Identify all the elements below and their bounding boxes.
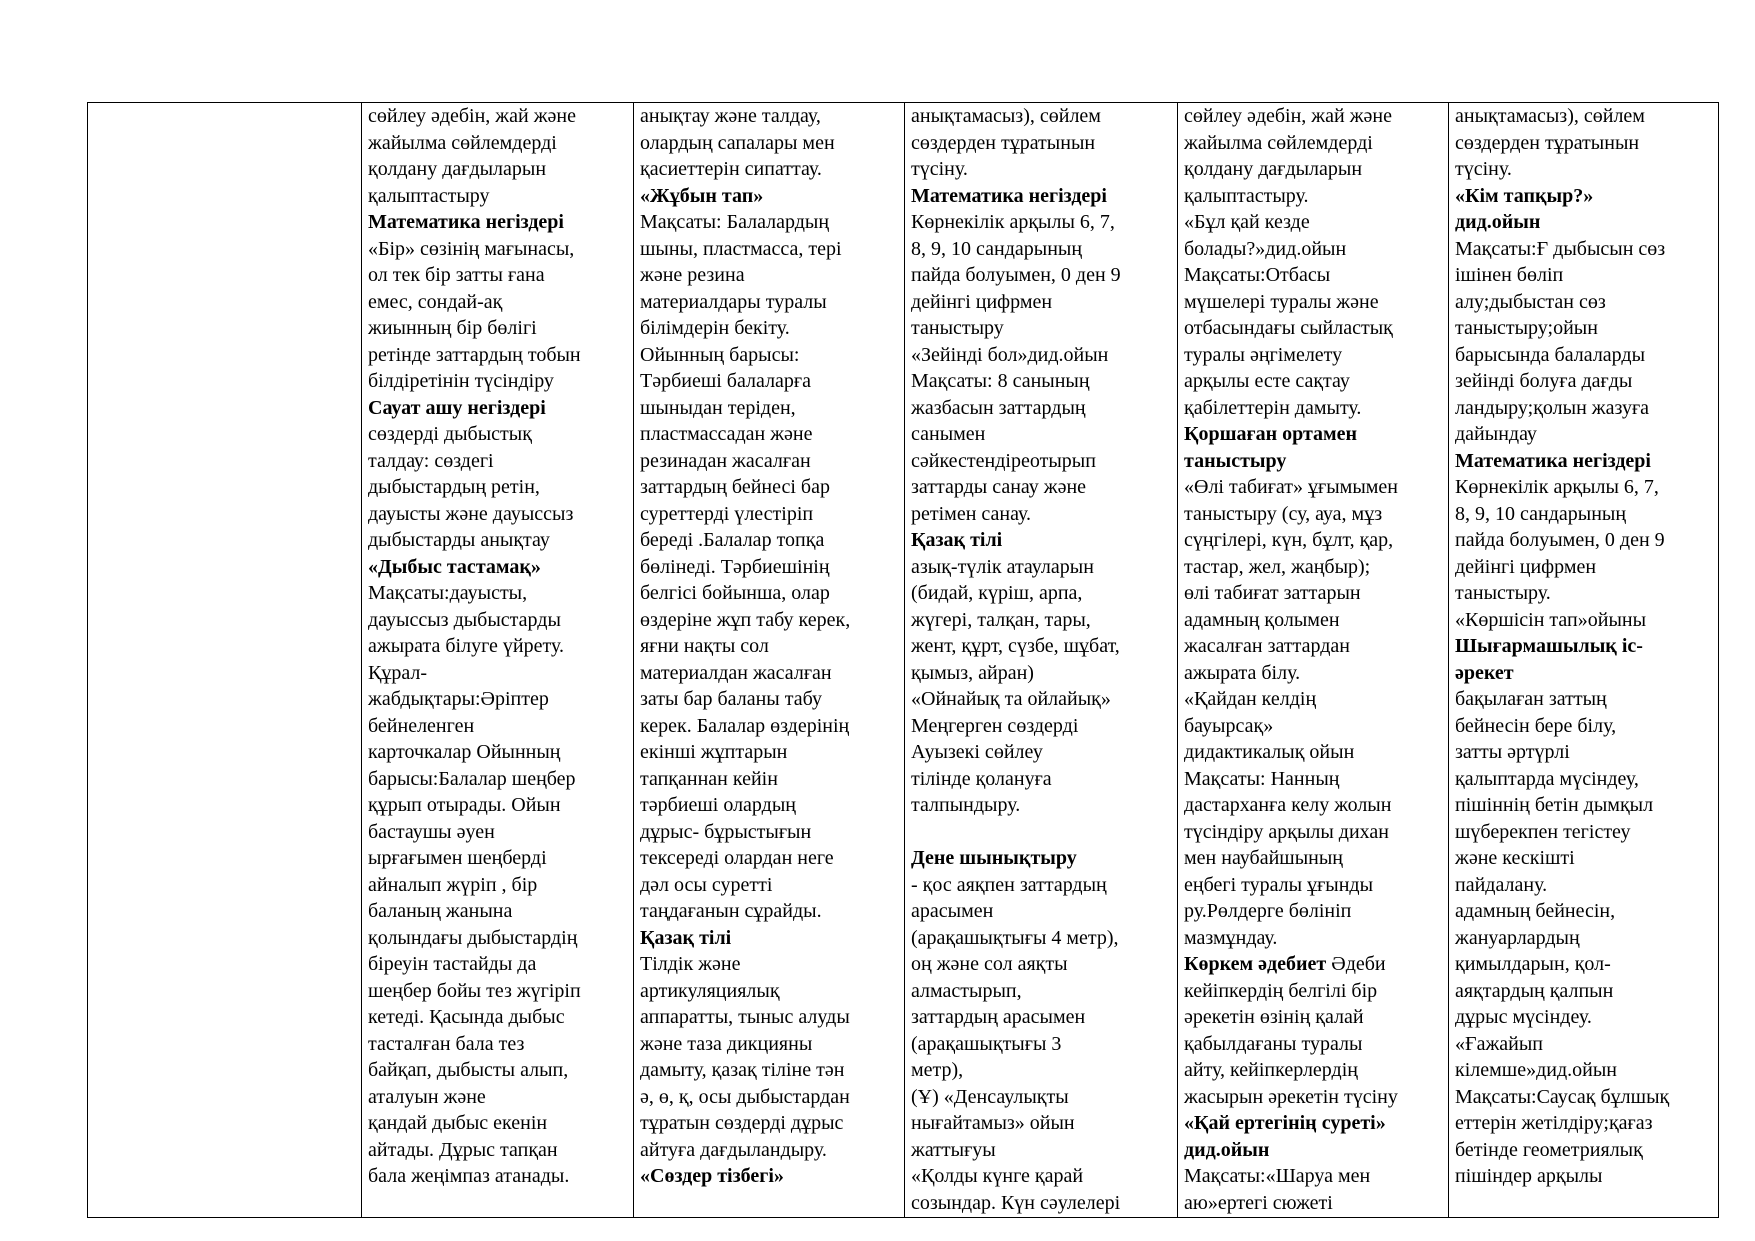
text-line: тастар, жел, жаңбыр); — [1184, 555, 1371, 578]
text-line: мен наубайшының — [1184, 847, 1343, 869]
text-line: Тілдік және — [640, 953, 741, 975]
text-line: (арақашықтығы 3 — [911, 1032, 1062, 1055]
text-line: таныстыру (су, ауа, мұз — [1184, 502, 1383, 525]
text-line: жануарлардың — [1455, 926, 1580, 949]
text-line: белгісі бойынша, олар — [640, 582, 830, 604]
text-line: «Ғажайып — [1455, 1032, 1543, 1055]
text-line: таныстыру;ойын — [1455, 317, 1598, 339]
text-line: Мақсаты: Нанның — [1184, 767, 1340, 790]
table-cell-col-6 — [1449, 103, 1719, 1218]
text-line: сөздерді дыбыстық — [368, 423, 532, 445]
text-line: Тәрбиеші балаларға — [640, 370, 812, 392]
text-line: құрып отырады. Ойын — [368, 794, 561, 816]
text-line: шеңбер бойы тез жүгіріп — [368, 979, 581, 1002]
text-line: дұрыс мүсіндеу. — [1455, 1006, 1592, 1028]
text-line: дайындау — [1455, 423, 1537, 445]
text-line: қабілеттерін дамыту. — [1184, 396, 1362, 419]
text-line: ырғағымен шеңберді — [368, 847, 547, 869]
table-cell-col-5 — [1178, 103, 1449, 1218]
text-line: ретінде заттардың тобын — [368, 343, 581, 366]
table-cell-col-2 — [362, 103, 634, 1218]
text-line: тексереді олардан неге — [640, 847, 834, 869]
text-line: дид.ойын — [1455, 211, 1541, 233]
text-line: талпындыру. — [911, 794, 1021, 816]
text-line: дамыту, қазақ тіліне тән — [640, 1059, 845, 1081]
text-line: болады?»дид.ойын — [1184, 237, 1347, 260]
text-line: Дене шынықтыру — [911, 847, 1077, 869]
text-line: Математика негіздері — [1455, 449, 1651, 472]
text-line: арасымен — [911, 900, 994, 922]
text-line: Қоршаған ортамен — [1184, 423, 1358, 445]
text-line: 8, 9, 10 сандарының — [1455, 502, 1627, 525]
text-line: Мақсаты:«Шаруа мен — [1184, 1165, 1371, 1187]
text-line: аю»ертегі сюжеті — [1184, 1191, 1333, 1214]
text-line: анықтау және талдау, — [640, 105, 821, 127]
text-line: заттарды санау және — [911, 476, 1087, 498]
text-line: жасырын әрекетін түсіну — [1184, 1085, 1398, 1108]
table-cell-col-1 — [88, 103, 362, 1218]
text-line: отбасындағы сыйластық — [1184, 317, 1393, 339]
text-line: айналып жүріп , бір — [368, 873, 538, 896]
text-line: сөздерден тұратынын — [1455, 131, 1640, 154]
text-line: жайылма сөйлемдерді — [368, 131, 557, 154]
text-line: Сауат ашу негіздері — [368, 396, 546, 419]
text-line: Мақсаты: 8 санының — [911, 370, 1090, 392]
text-line: өлі табиғат заттарын — [1184, 582, 1361, 604]
text-line: түсіну. — [911, 158, 968, 180]
table-cell-col-3 — [634, 103, 905, 1218]
text-line: Қазақ тілі — [911, 529, 1003, 551]
text-line: аппаратты, тыныс алуды — [640, 1006, 850, 1028]
text-line: аяқтардың қалпын — [1455, 979, 1614, 1002]
text-line: Көрнекілік арқылы 6, 7, — [1455, 476, 1659, 498]
text-line: «Өлі табиғат» ұғымымен — [1184, 476, 1398, 498]
text-line: таңдағанын сұрайды. — [640, 900, 822, 922]
text-line: дауыссыз дыбыстарды — [368, 608, 561, 631]
text-line: бастаушы әуен — [368, 820, 495, 843]
text-line: тұратын сөздерді дұрыс — [640, 1112, 844, 1134]
text-line: зейінді болуға дағды — [1455, 370, 1633, 392]
text-line: қалыптастыру. — [1184, 184, 1309, 207]
text-line: Қазақ тілі — [640, 926, 732, 949]
text-line: дауысты және дауыссыз — [368, 502, 574, 525]
text-line: резинадан жасалған — [640, 449, 811, 472]
text-line: «Қай ертегінің суреті» — [1184, 1112, 1386, 1134]
text-line: оң және сол аяқты — [911, 953, 1068, 975]
text-line: «Көршісін тап»ойыны — [1455, 608, 1647, 631]
text-line: дейінгі цифрмен — [1455, 555, 1597, 578]
text-line — [1184, 951, 1442, 978]
text-line: Математика негіздері — [368, 211, 564, 233]
text-line: (Ұ) «Денсаулықты — [911, 1085, 1069, 1108]
text-line: керек. Балалар өздерінің — [640, 714, 850, 737]
text-line: (арақашықтығы 4 метр), — [911, 926, 1119, 949]
text-line: мазмұндау. — [1184, 926, 1278, 949]
text-line: тілінде қолануға — [911, 767, 1052, 790]
text-line: ә, ө, қ, осы дыбыстардан — [640, 1085, 850, 1108]
text-line: қолдану дағдыларын — [368, 158, 547, 180]
text-line: таныстыру — [911, 317, 1004, 339]
text-line: «Дыбыс тастамақ» — [368, 555, 541, 578]
text-line: талдау: сөздегі — [368, 449, 494, 472]
text-line: Мақсаты:Отбасы — [1184, 264, 1331, 286]
text-line: шыныдан теріден, — [640, 396, 796, 419]
text-line: білімдерін бекіту. — [640, 317, 790, 339]
text-line: 8, 9, 10 сандарының — [911, 237, 1083, 260]
text-line: қандай дыбыс екенін — [368, 1112, 548, 1134]
text-line: анықтамасыз), сөйлем — [911, 105, 1101, 127]
text-line: «Зейінді бол»дид.ойын — [911, 343, 1109, 366]
text-line: Математика негіздері — [911, 184, 1107, 207]
text-line: (бидай, күріш, арпа, — [911, 582, 1083, 604]
text-line: Құрал- — [368, 661, 428, 684]
text-line: айтуға дағдыландыру. — [640, 1138, 827, 1161]
text-line: Ойынның барысы: — [640, 343, 800, 366]
text-line: ретімен санау. — [911, 502, 1031, 525]
text-line: және кескішті — [1455, 847, 1575, 869]
text-line: Мақсаты:дауысты, — [368, 582, 528, 604]
text-line: жаттығуы — [911, 1138, 996, 1161]
text-line: ішінен бөліп — [1455, 264, 1564, 286]
text-line: пластмассадан және — [640, 423, 813, 445]
text-line: пайда болуымен, 0 ден 9 — [1455, 529, 1665, 551]
text-line: біреуін тастайды да — [368, 953, 537, 975]
text-line: «Қайдан келдің — [1184, 688, 1317, 710]
text-line: екінші жұптарын — [640, 741, 788, 763]
text-line: жент, құрт, сүзбе, шұбат, — [911, 635, 1120, 657]
text-line: дид.ойын — [1184, 1138, 1270, 1161]
text-continuation: Әдеби — [1326, 953, 1386, 975]
text-line: қалыптастыру — [368, 184, 490, 207]
text-line: бауырсақ» — [1184, 714, 1274, 737]
text-line: жасалған заттардан — [1184, 635, 1350, 657]
text-line: суреттерді үлестіріп — [640, 502, 814, 525]
text-line: бала жеңімпаз атанады. — [368, 1165, 570, 1187]
text-line: «Жұбын тап» — [640, 184, 764, 207]
text-line: ландыру;қолын жазуға — [1455, 396, 1650, 419]
text-line: «Кім тапқыр?» — [1455, 184, 1594, 207]
text-line: бақылаған заттың — [1455, 688, 1607, 710]
text-line: қалыптарда мүсіндеу, — [1455, 767, 1639, 790]
text-line: жиынның бір бөлігі — [368, 317, 537, 339]
text-line: заттардың арасымен — [911, 1006, 1086, 1028]
text-line: сөздерден тұратынын — [911, 131, 1096, 154]
text-line: Меңгерген сөздерді — [911, 714, 1079, 737]
text-line: өздеріне жұп табу керек, — [640, 608, 851, 631]
text-line: түсіндіру арқылы дихан — [1184, 820, 1389, 843]
text-line: ру.Рөлдерге бөлініп — [1184, 900, 1352, 922]
text-line: дидактикалық ойын — [1184, 741, 1355, 763]
text-line: таныстыру — [1184, 449, 1287, 472]
text-line: сөйлеу әдебін, жай және — [1184, 105, 1392, 127]
text-line: барысы:Балалар шеңбер — [368, 767, 576, 790]
text-line: жайылма сөйлемдерді — [1184, 131, 1373, 154]
text-line: кетеді. Қасында дыбыс — [368, 1006, 565, 1028]
text-line: еңбегі туралы ұғынды — [1184, 873, 1374, 896]
text-line: «Бұл қай кезде — [1184, 211, 1310, 233]
text-line: және резина — [640, 264, 745, 286]
text-line: алмастырып, — [911, 979, 1022, 1002]
text-line: аталуын және — [368, 1085, 486, 1108]
text-line: дәл осы суретті — [640, 873, 773, 896]
text-line: қолындағы дыбыстардің — [368, 926, 578, 949]
text-line: Ауызекі сөйлеу — [911, 741, 1043, 763]
text-line: нығайтамыз» ойын — [911, 1112, 1075, 1134]
text-line: қымыз, айран) — [911, 661, 1034, 684]
text-line: «Қолды күнге қарай — [911, 1165, 1084, 1187]
text-line: санымен — [911, 423, 986, 445]
text-line: созындар. Күн сәулелері — [911, 1191, 1121, 1214]
text-line: тәрбиеші олардың — [640, 794, 796, 816]
text-line: заты бар баланы табу — [640, 688, 822, 710]
text-line: шүберекпен тегістеу — [1455, 820, 1631, 843]
text-line: затты әртүрлі — [1455, 741, 1570, 763]
table-cell-col-4 — [905, 103, 1178, 1218]
bold-heading: Көркем әдебиет — [1184, 953, 1327, 975]
text-line: заттардың бейнесі бар — [640, 476, 830, 498]
text-line: адамның бейнесін, — [1455, 900, 1616, 922]
text-line: әрекетін өзінің қалай — [1184, 1006, 1364, 1028]
text-line: дейінгі цифрмен — [911, 290, 1053, 313]
text-line: бетінде геометриялық — [1455, 1138, 1643, 1161]
text-line: мүшелері туралы және — [1184, 290, 1379, 313]
text-line: сүңгілері, күн, бұлт, қар, — [1184, 529, 1394, 551]
text-line: - қос аяқпен заттардың — [911, 873, 1107, 896]
text-line: береді .Балалар топқа — [640, 529, 825, 551]
text-line: дастарханға келу жолын — [1184, 794, 1392, 816]
text-line: Көрнекілік арқылы 6, 7, — [911, 211, 1115, 233]
text-line: емес, сондай-ақ — [368, 290, 503, 313]
text-line: материалдары туралы — [640, 290, 827, 313]
text-line: пайдалану. — [1455, 873, 1548, 896]
text-line: туралы әңгімелету — [1184, 343, 1343, 366]
text-line: кейіпкердің белгілі бір — [1184, 979, 1378, 1002]
table-row — [88, 103, 1719, 1218]
text-line: баланың жанына — [368, 900, 513, 922]
text-line: «Ойнайық та ойлайық» — [911, 688, 1111, 710]
text-line: еттерін жетілдіру;қағаз — [1455, 1112, 1653, 1134]
text-line: арқылы есте сақтау — [1184, 370, 1350, 392]
text-line: жабдықтары:Әріптер — [368, 688, 549, 710]
text-line: сәйкестендіреотырып — [911, 449, 1096, 472]
text-line: пішіндер арқылы — [1455, 1165, 1603, 1187]
text-line: және таза дикцияны — [640, 1032, 813, 1055]
text-line — [911, 819, 1171, 846]
text-line: байқап, дыбысты алып, — [368, 1059, 569, 1081]
text-line: пішіннің бетін дымқыл — [1455, 794, 1654, 816]
text-line: артикуляциялық — [640, 979, 780, 1002]
text-line: қасиеттерін сипаттау. — [640, 158, 822, 180]
text-line: карточкалар Ойынның — [368, 741, 561, 763]
text-line: «Бір» сөзінің мағынасы, — [368, 237, 575, 260]
text-line: азық-түлік атауларын — [911, 555, 1094, 578]
text-line: яғни нақты сол — [640, 635, 769, 657]
text-line: айту, кейіпкерлердің — [1184, 1059, 1358, 1081]
text-line: ол тек бір затты ғана — [368, 264, 545, 286]
text-line: кілемше»дид.ойын — [1455, 1059, 1617, 1081]
text-line: анықтамасыз), сөйлем — [1455, 105, 1645, 127]
text-line: бейнесін бере білу, — [1455, 714, 1617, 737]
text-line: адамның қолымен — [1184, 608, 1340, 631]
text-line: түсіну. — [1455, 158, 1512, 180]
text-line: қолдану дағдыларын — [1184, 158, 1363, 180]
text-line: метр), — [911, 1059, 964, 1081]
text-line: ажырата білу. — [1184, 661, 1301, 684]
text-line: Мақсаты:Саусақ бұлшық — [1455, 1085, 1670, 1108]
text-line: тасталған бала тез — [368, 1032, 525, 1055]
text-line: ажырата білуге үйрету. — [368, 635, 564, 657]
text-line: айтады. Дұрыс тапқан — [368, 1138, 558, 1161]
text-line: қабылдағаны туралы — [1184, 1032, 1363, 1055]
text-line: Шығармашылық іс- — [1455, 635, 1643, 657]
text-line: тапқаннан кейін — [640, 767, 778, 790]
lesson-plan-table — [87, 102, 1719, 1218]
text-line: бөлінеді. Тәрбиешінің — [640, 555, 830, 578]
text-line: пайда болуымен, 0 ден 9 — [911, 264, 1121, 286]
text-line: қимылдарын, қол- — [1455, 953, 1611, 975]
text-line: жүгері, талқан, тары, — [911, 608, 1091, 631]
text-line: дұрыс- бұрыстығын — [640, 820, 812, 843]
text-line: сөйлеу әдебін, жай және — [368, 105, 576, 127]
text-line: алу;дыбыстан сөз — [1455, 290, 1606, 313]
text-line: әрекет — [1455, 661, 1514, 684]
text-line: олардың сапалары мен — [640, 131, 835, 154]
text-line: барысында балаларды — [1455, 343, 1646, 366]
text-line: бейнеленген — [368, 714, 475, 737]
text-line: жазбасын заттардың — [911, 396, 1086, 419]
text-line: «Сөздер тізбегі» — [640, 1165, 784, 1187]
text-line: дыбыстардың ретін, — [368, 476, 540, 498]
text-line: материалдан жасалған — [640, 661, 832, 684]
text-line: Мақсаты:Ғ дыбысын сөз — [1455, 237, 1666, 260]
text-line: Мақсаты: Балалардың — [640, 211, 830, 233]
text-line: дыбыстарды анықтау — [368, 529, 550, 551]
text-line: білдіретінін түсіндіру — [368, 370, 554, 392]
text-line: шыны, пластмасса, тері — [640, 237, 842, 260]
text-line: таныстыру. — [1455, 582, 1551, 604]
